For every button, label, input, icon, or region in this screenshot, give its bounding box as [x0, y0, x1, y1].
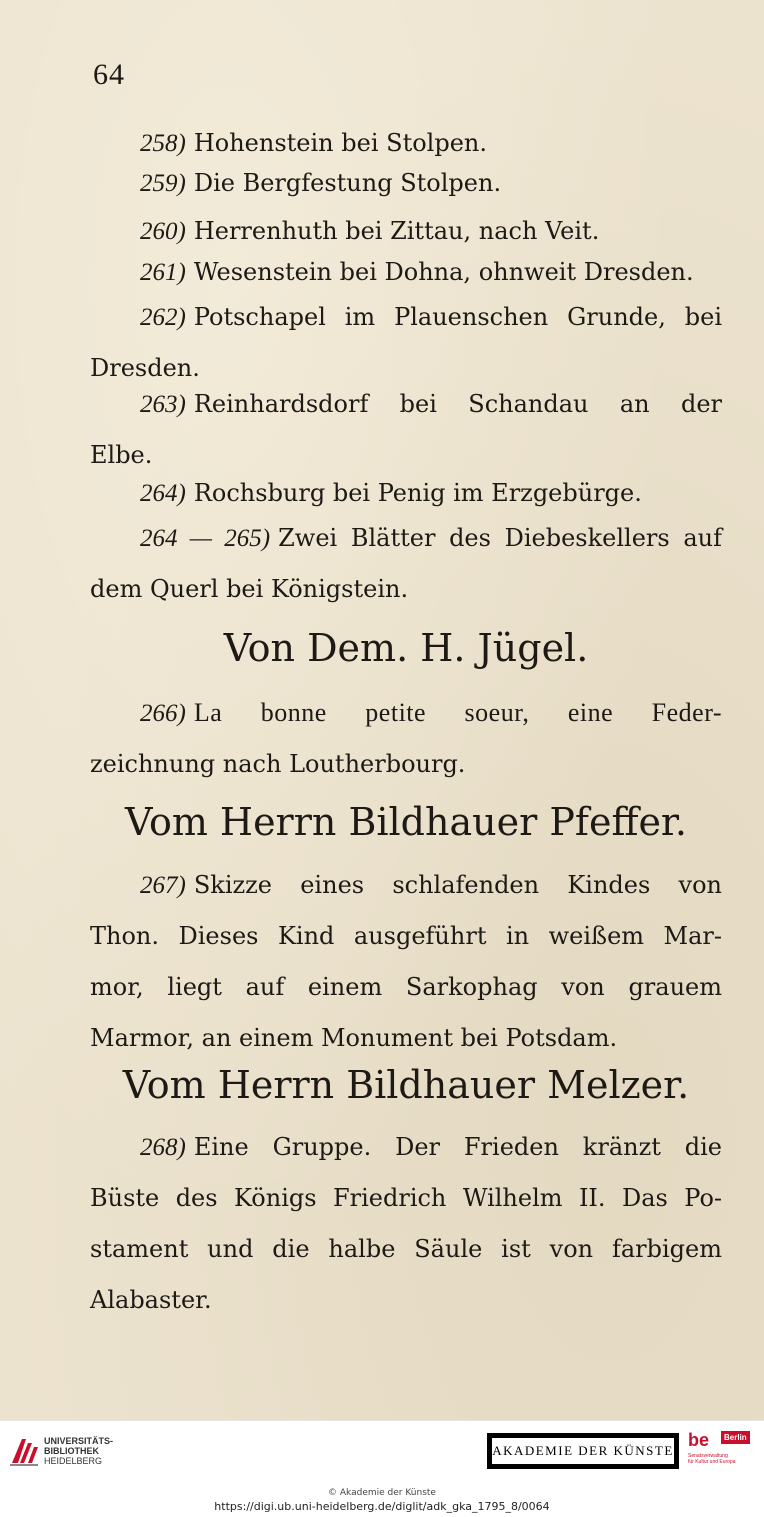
entry-line: stament und die halbe Säule ist von farbigem: [90, 1235, 722, 1263]
catalog-entry-264: [90, 468, 722, 519]
berlin-sub-line: für Kultur und Europa: [688, 1459, 736, 1465]
entry-text: Hohenstein bei Stolpen.: [193, 129, 487, 157]
entry-line: mor, liegt auf einem Sarkophag von grauem: [90, 973, 722, 1001]
page-number: 64: [93, 58, 125, 91]
entry-line: Elbe.: [90, 441, 153, 469]
university-library-name: [44, 1436, 113, 1466]
catalog-entry-268: [90, 1122, 722, 1326]
entry-text: Skizze eines schlafenden Kindes von: [193, 871, 722, 899]
entry-line: [90, 687, 722, 739]
entry-number: 258): [140, 130, 186, 157]
entry-line: [90, 292, 722, 343]
university-library-logo-icon[interactable]: [8, 1433, 40, 1469]
berlin-tag: Berlin: [721, 1431, 750, 1444]
entry-number: 260): [140, 218, 186, 245]
entry-number: 261): [140, 259, 186, 286]
entry-text: Potschapel im Plauenschen Grunde, bei: [193, 303, 722, 331]
entry-number: 267): [140, 872, 186, 899]
entry-text: Wesenstein bei Dohna, ohnweit Dresden.: [193, 258, 694, 286]
footer-bar: [0, 1420, 764, 1483]
adk-logo-text: AKADEMIE DER KÜNSTE: [492, 1438, 674, 1464]
entry-line: [90, 860, 722, 911]
catalog-entry-259: [90, 158, 722, 209]
entry-line: [90, 513, 722, 564]
entry-line: [90, 468, 722, 519]
entry-number: 264): [140, 480, 186, 507]
entry-text: Die Bergfestung Stolpen.: [193, 169, 502, 197]
section-heading-melzer: Vom Herrn Bildhauer Melzer.: [122, 1063, 690, 1107]
entry-line: [90, 1122, 722, 1173]
section-heading-pfeffer: Vom Herrn Bildhauer Pfeffer.: [124, 800, 688, 844]
entry-text: Eine Gruppe. Der Frieden kränzt die: [193, 1133, 722, 1161]
berlin-subtitle: [688, 1453, 754, 1465]
catalog-entry-267: [90, 860, 722, 1064]
entry-number: 262): [140, 304, 186, 331]
entry-line: Dresden.: [90, 354, 200, 382]
berlin-senate-logo[interactable]: [688, 1431, 754, 1471]
catalog-entry-266: [90, 687, 722, 790]
section-heading-juegel: Von Dem. H. Jügel.: [223, 626, 589, 670]
entry-text: Reinhardsdorf bei Schandau an der: [193, 390, 722, 418]
library-line: UNIVERSITÄTS-: [44, 1436, 114, 1446]
entry-number: 266): [140, 700, 186, 727]
entry-line: [90, 158, 722, 209]
entry-line: Alabaster.: [90, 1286, 212, 1314]
permalink-url[interactable]: https://digi.ub.uni-heidelberg.de/diglit/adk_gka_1795_8/0064: [214, 1500, 550, 1513]
entry-line: Thon. Dieses Kind ausgeführt in weißem Mar-: [90, 922, 722, 950]
catalog-entry-261: [90, 247, 722, 298]
entry-line: [90, 379, 722, 430]
entry-line: dem Querl bei Königstein.: [90, 575, 409, 603]
entry-number: 268): [140, 1134, 186, 1161]
catalog-entry-264-265: [90, 513, 722, 615]
entry-line: Büste des Königs Friedrich Wilhelm II. Das Po-: [90, 1184, 722, 1212]
berlin-be-mark: be: [688, 1430, 710, 1450]
entry-line: zeichnung nach Loutherbourg.: [90, 750, 466, 778]
entry-text: La bonne petite soeur, eine Feder-: [193, 698, 722, 727]
entry-line: Marmor, an einem Monument bei Potsdam.: [90, 1024, 618, 1052]
library-line: HEIDELBERG: [44, 1456, 103, 1466]
entry-number: 263): [140, 391, 186, 418]
catalog-entry-263: [90, 379, 722, 481]
copyright-notice: © Akademie der Künste: [328, 1488, 436, 1498]
berlin-sub-line: Senatsverwaltung: [688, 1453, 728, 1459]
akademie-der-kuenste-logo[interactable]: [487, 1433, 679, 1469]
entry-line: [90, 247, 722, 298]
entry-number: 264 — 265): [140, 525, 271, 552]
entry-text: Herrenhuth bei Zittau, nach Veit.: [193, 217, 600, 245]
library-line: BIBLIOTHEK: [44, 1446, 99, 1456]
entry-text: Zwei Blätter des Diebeskellers auf: [278, 524, 722, 552]
entry-number: 259): [140, 170, 186, 197]
entry-text: Rochsburg bei Penig im Erzgebürge.: [193, 479, 642, 507]
